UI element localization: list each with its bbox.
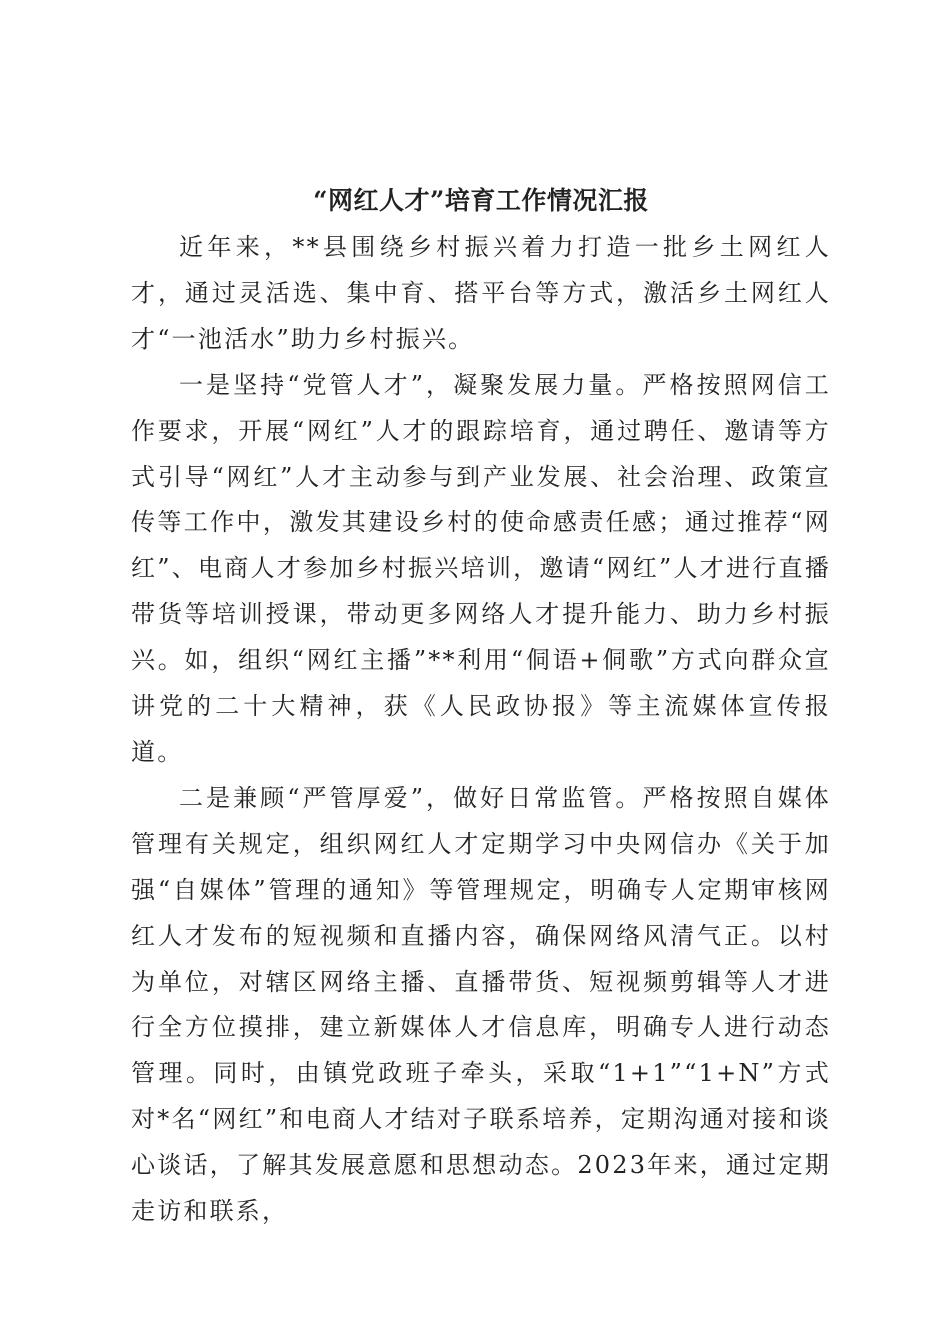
document-title: “网红人才”培育工作情况汇报: [313, 186, 649, 215]
paragraph-intro: 近年来，**县围绕乡村振兴着力打造一批乡土网红人才，通过灵活选、集中育、搭平台等方式，激活乡土网红人才“一池活水”助力乡村振兴。: [131, 233, 831, 353]
document-body: [131, 183, 831, 1235]
paragraph-supervision: 二是兼顾“严管厚爱”，做好日常监管。严格按照自媒体管理有关规定，组织网红人才定期学习中央网信办《关于加强“自媒体”管理的通知》等管理规定，明确专人定期审核网红人才发布的短视频和直播内容，确保网络风清气正。以村为单位，对辖区网络主播、直播带货、短视频剪辑等人才进行全方位摸排，建立新媒体人才信息库，明确专人进行动态管理。同时，由镇党政班子牵头，采取“1+1”“1+N”方式对*名“网红”和电商人才结对子联系培养，定期沟通对接和谈心谈话，了解其发展意愿和思想动态。2023年来，通过定期走访和联系，: [131, 783, 831, 1226]
paragraph-party-talent: 一是坚持“党管人才”，凝聚发展力量。严格按照网信工作要求，开展“网红”人才的跟踪培育，通过聘任、邀请等方式引导“网红”人才主动参与到产业发展、社会治理、政策宣传等工作中，激发其建设乡村的使命感责任感；通过推荐“网红”、电商人才参加乡村振兴培训，邀请“网红”人才进行直播带货等培训授课，带动更多网络人才提升能力、助力乡村振兴。如，组织“网红主播”**利用“侗语+侗歌”方式向群众宣讲党的二十大精神，获《人民政协报》等主流媒体宣传报道。: [131, 370, 831, 766]
